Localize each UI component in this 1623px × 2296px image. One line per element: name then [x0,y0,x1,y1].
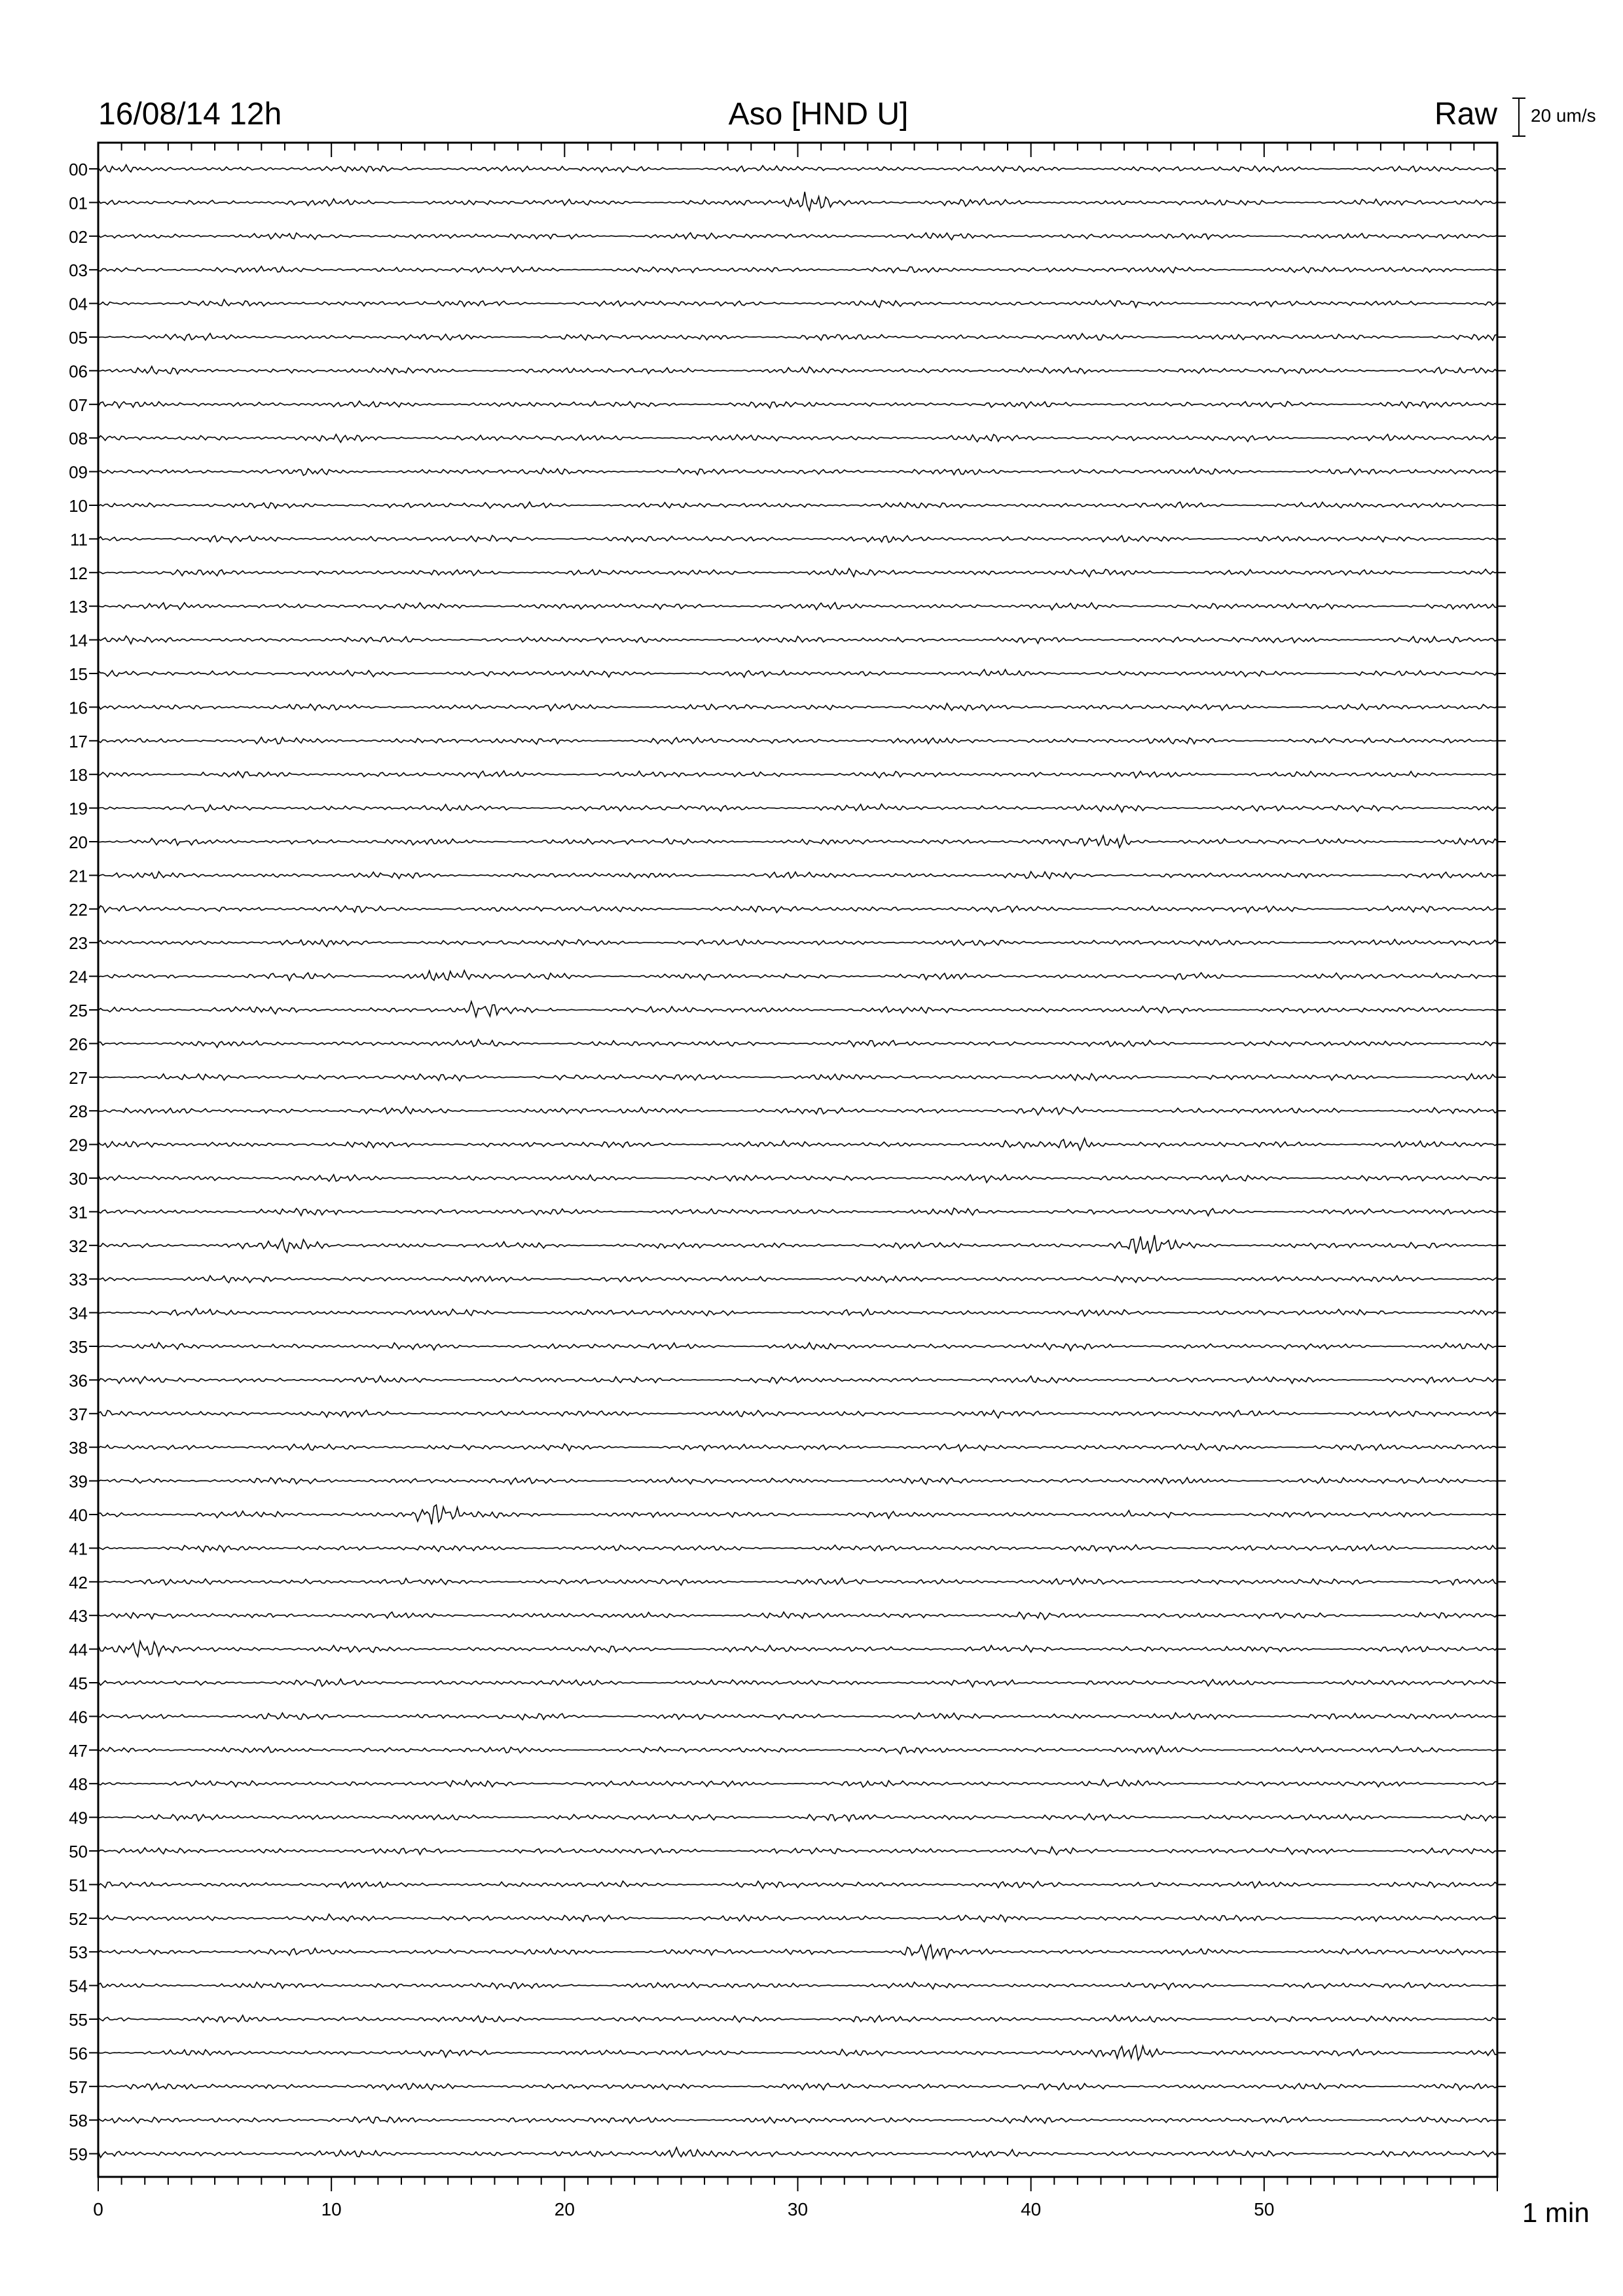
row-label: 47 [69,1740,88,1761]
trace-line [98,1814,1497,1821]
row-label: 40 [69,1505,88,1525]
trace-line [98,1847,1497,1855]
trace-line [98,1208,1497,1216]
row-label: 57 [69,2077,88,2097]
row-label: 16 [69,698,88,718]
row-label: 46 [69,1707,88,1727]
row-label: 26 [69,1034,88,1054]
row-label: 28 [69,1102,88,1122]
trace-line [98,1505,1497,1524]
row-label: 42 [69,1572,88,1592]
row-label-group [69,160,1506,2164]
bottom-minor-ticks [98,2177,1497,2191]
chart-date-label: 16/08/14 12h [98,97,282,132]
trace-line [98,2147,1497,2157]
trace-line [98,1376,1497,1384]
row-label: 23 [69,933,88,954]
trace-line [98,1679,1497,1687]
x-tick-label: 40 [1021,2199,1042,2219]
trace-line [98,1308,1497,1316]
trace-line [98,1235,1497,1253]
row-label: 48 [69,1774,88,1795]
trace-line [98,1881,1497,1888]
trace-line [98,1444,1497,1452]
row-label: 34 [69,1303,88,1323]
trace-line [98,872,1497,879]
trace-line [98,1641,1497,1657]
row-label: 44 [69,1640,88,1660]
x-tick-label: 20 [554,2199,575,2219]
trace-line [98,603,1497,610]
trace-line [98,1578,1497,1585]
trace-line [98,1982,1497,1989]
row-label: 08 [69,429,88,449]
row-label: 14 [69,630,88,651]
row-label: 27 [69,1067,88,1088]
row-label: 36 [69,1371,88,1391]
scale-bar [1512,98,1525,136]
row-label: 33 [69,1270,88,1290]
trace-line [98,2083,1497,2090]
scale-bar-label: 20 um/s [1531,105,1596,126]
row-label: 56 [69,2043,88,2064]
trace-line [98,367,1497,374]
top-minor-ticks [98,143,1497,157]
trace-line [98,2045,1497,2060]
trace-line [98,1138,1497,1150]
trace-line [98,535,1497,543]
trace-line [98,1478,1497,1484]
row-label: 29 [69,1135,88,1155]
trace-line [98,1410,1497,1418]
trace-line [98,906,1497,912]
row-label: 25 [69,1001,88,1020]
row-label: 31 [69,1202,88,1223]
trace-line [98,1713,1497,1720]
trace-line [98,1945,1497,1960]
row-label: 18 [69,765,88,785]
trace-line [98,670,1497,677]
trace-line [98,771,1497,778]
row-label: 07 [69,395,88,415]
trace-line [98,939,1497,946]
row-label: 05 [69,328,88,348]
chart-mode-label: Raw [1434,97,1497,132]
row-label: 10 [69,496,88,516]
x-axis-label: 1 min [1522,2197,1590,2228]
trace-line [98,1175,1497,1183]
row-label: 49 [69,1808,88,1828]
trace-line [98,804,1497,812]
trace-line [98,1001,1497,1016]
row-label: 17 [69,731,88,751]
trace-line [98,636,1497,644]
trace-line [98,192,1497,211]
row-label: 24 [69,967,88,987]
row-label: 20 [69,833,88,852]
trace-line [98,233,1497,240]
row-label: 21 [69,866,88,886]
row-label: 04 [69,294,88,314]
row-label: 00 [69,160,88,179]
row-label: 59 [69,2144,88,2164]
trace-line [98,1107,1497,1115]
row-label: 01 [69,193,88,213]
trace-line [98,300,1497,308]
trace-line [98,1342,1497,1350]
trace-line [98,165,1497,172]
row-label: 02 [69,226,88,247]
trace-line [98,1545,1497,1552]
trace-line [98,1073,1497,1081]
row-label: 06 [69,361,88,382]
trace-line [98,1746,1497,1754]
row-label: 30 [69,1169,88,1189]
row-label: 39 [69,1471,88,1492]
trace-line [98,569,1497,577]
row-label: 11 [70,529,88,550]
trace-line [98,971,1497,981]
x-tick-label: 30 [787,2199,809,2219]
trace-line [98,835,1497,848]
trace-line [98,1612,1497,1620]
x-tick-label: 50 [1254,2199,1275,2219]
trace-line [98,2117,1497,2124]
trace-line [98,1914,1497,1922]
row-label: 35 [69,1337,88,1357]
row-label: 38 [69,1438,88,1458]
trace-line [98,704,1497,711]
trace-line [98,435,1497,442]
row-label: 15 [69,664,88,684]
trace-line [98,333,1497,340]
chart-title: Aso [HND U] [728,97,909,132]
row-label: 50 [69,1842,88,1861]
trace-line [98,1039,1497,1047]
row-label: 43 [69,1606,88,1626]
row-label: 45 [69,1674,88,1693]
x-tick-label: 10 [321,2199,342,2219]
row-label: 09 [69,462,88,482]
row-label: 41 [69,1539,88,1559]
row-label: 54 [69,1976,88,1996]
trace-line [98,1276,1497,1283]
row-label: 32 [69,1236,88,1256]
x-tick-label: 0 [93,2199,103,2219]
trace-line [98,502,1497,509]
row-label: 22 [69,899,88,920]
row-label: 53 [69,1943,88,1963]
row-label: 03 [69,260,88,281]
x-tick-label-group [93,2199,1274,2219]
row-label: 37 [69,1404,88,1424]
row-label: 58 [69,2111,88,2131]
row-label: 52 [69,1909,88,1929]
trace-line [98,2015,1497,2022]
trace-group [98,165,1497,2158]
trace-line [98,737,1497,744]
row-label: 19 [69,798,88,819]
row-label: 13 [69,597,88,617]
row-label: 12 [69,563,88,583]
plot-frame [98,143,1497,2177]
trace-line [98,266,1497,273]
row-label: 55 [69,2010,88,2030]
trace-line [98,1780,1497,1787]
trace-line [98,401,1497,408]
row-label: 51 [69,1875,88,1895]
trace-line [98,468,1497,475]
